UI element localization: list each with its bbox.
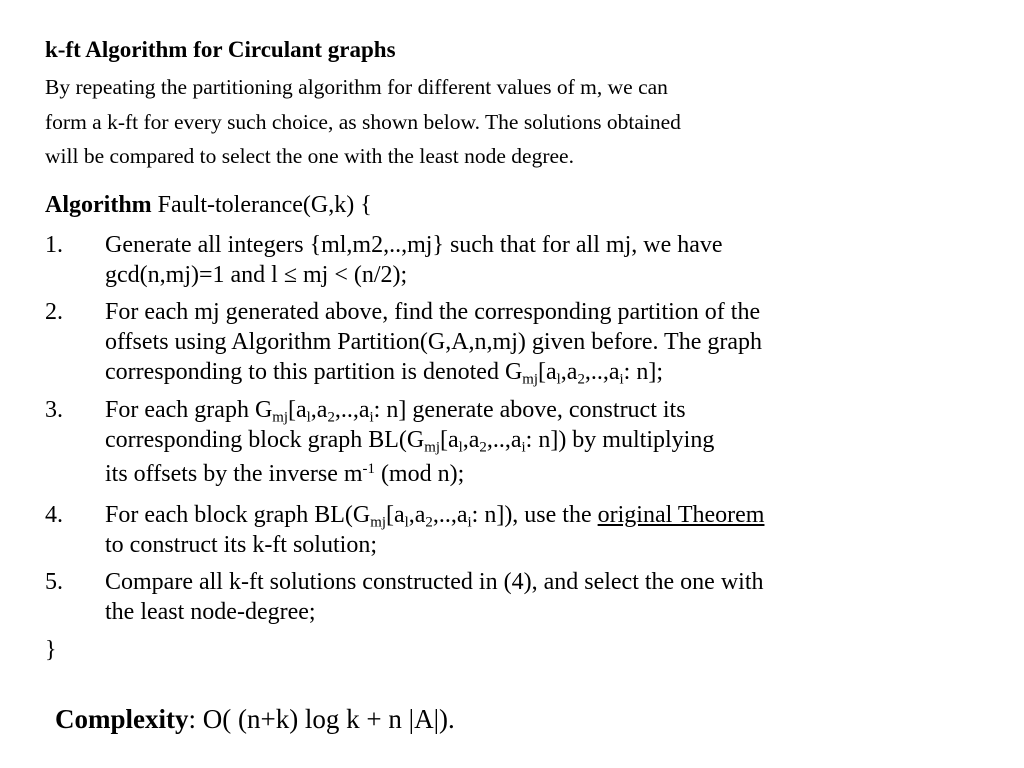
step-line: Generate all integers {ml,m2,..,mj} such that for all mj, we have (105, 232, 723, 258)
slide-title: k-ft Algorithm for Circulant graphs (45, 37, 396, 62)
step-number: 4. (45, 502, 63, 528)
intro-line: will be compared to select the one with the least node degree. (45, 144, 574, 168)
step-line: Compare all k-ft solutions constructed in (4), and select the one with (105, 569, 764, 595)
step-line: For each mj generated above, find the corresponding partition of the (105, 299, 761, 325)
step-number: 1. (45, 232, 63, 258)
step-line: corresponding to this partition is denoted $G_{mj}[a_l,a_2,..,a_i$: n]; (105, 359, 663, 388)
step-line: For each graph $G_{mj}[a_l,a_2,..,a_i$: n] generate above, construct its (105, 397, 686, 426)
step-number: 5. (45, 569, 63, 595)
algorithm-close-brace: } (45, 637, 57, 663)
algorithm-keyword: Algorithm (45, 192, 152, 218)
complexity-line (55, 702, 455, 736)
complexity-formula: : O( (n+k) log k + n |A|). (188, 704, 455, 734)
step-line: corresponding block graph $BL(G_{mj}[a_l,a_2,..,a_i$: n]) by multiplying (105, 427, 715, 456)
algorithm-header (45, 190, 372, 220)
step-line: the least node-degree; (105, 599, 316, 625)
intro-line: By repeating the partitioning algorithm for different values of m, we can (45, 75, 668, 99)
step-line: gcd(n,mj)=1 and l ≤ mj < (n/2); (105, 262, 408, 288)
intro-line: form a k-ft for every such choice, as shown below. The solutions obtained (45, 109, 681, 134)
step-line: to construct its k-ft solution; (105, 532, 377, 558)
step-line: its offsets by the inverse $m^{-1}$ (mod n); (105, 460, 465, 487)
original-theorem-link[interactable]: original Theorem (597, 502, 765, 528)
step-line: For each block graph $BL(G_{mj}[a_l,a_2,..,a_i$: n]), use the original Theorem (105, 502, 765, 531)
step-number: 2. (45, 299, 63, 325)
complexity-label: Complexity (55, 704, 189, 734)
algorithm-signature: Fault-tolerance(G,k) { (151, 192, 372, 218)
intro-paragraph (45, 70, 985, 174)
step-number: 3. (45, 397, 63, 423)
step-line: offsets using Algorithm Partition(G,A,n,mj) given before. The graph (105, 329, 763, 355)
